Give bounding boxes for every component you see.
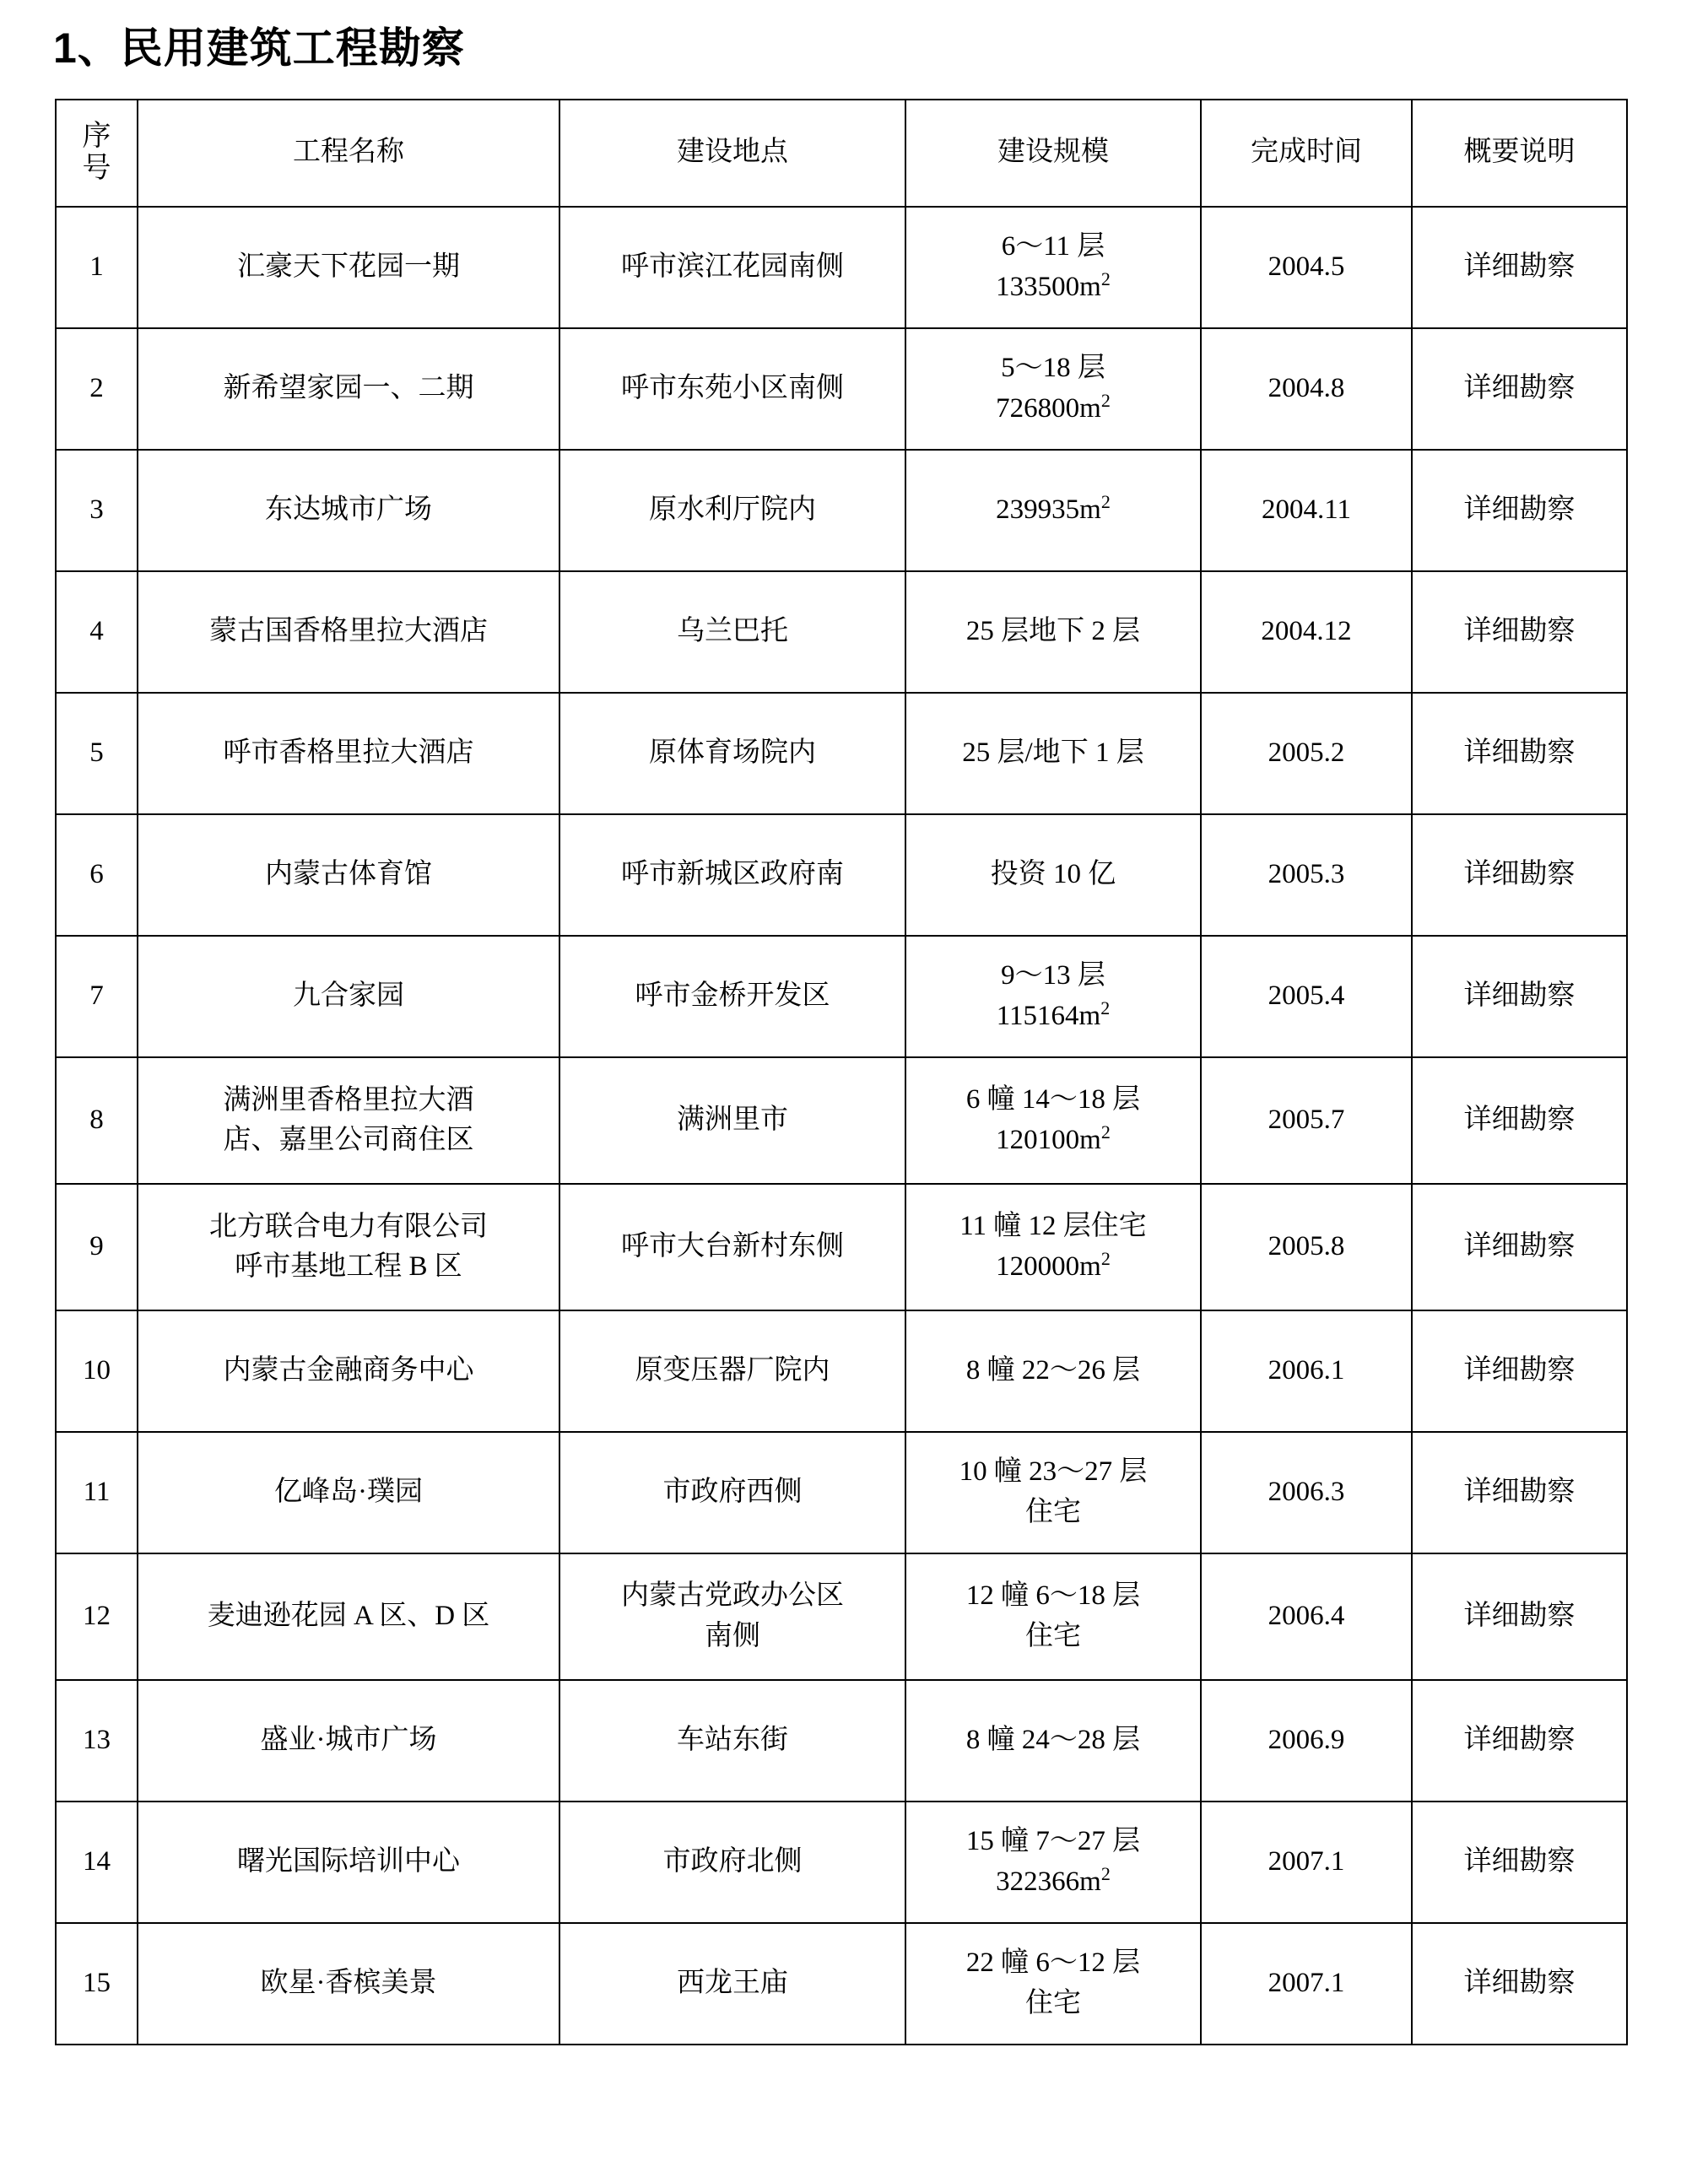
cell-completion: 2004.5 — [1201, 207, 1412, 328]
cell-scale-line1: $239935m^2$ — [996, 490, 1111, 525]
column-header-summary: 概要说明 — [1412, 100, 1627, 207]
cell-name: 新希望家园一、二期 — [138, 328, 559, 450]
cell-index: 9 — [56, 1184, 138, 1310]
table-row — [56, 1432, 1627, 1553]
table-row — [56, 1184, 1627, 1310]
cell-scale-line2: 住宅 — [1025, 1620, 1081, 1651]
table-header-row — [56, 100, 1627, 207]
table-row — [56, 814, 1627, 936]
cell-completion: 2007.1 — [1201, 1923, 1412, 2045]
cell-location-line2: 南侧 — [705, 1620, 760, 1651]
cell-name: 亿峰岛·璞园 — [138, 1432, 559, 1553]
cell-name: 蒙古国香格里拉大酒店 — [138, 571, 559, 693]
cell-completion: 2004.11 — [1201, 450, 1412, 571]
cell-name: 呼市香格里拉大酒店 — [138, 693, 559, 814]
cell-scale-line1: 11 幢 12 层住宅 — [959, 1210, 1147, 1241]
cell-index: 15 — [56, 1923, 138, 2045]
cell-scale-line2: $120000m^2$ — [996, 1247, 1111, 1282]
cell-summary: 详细勘察 — [1412, 1057, 1627, 1184]
cell-scale-line2: $133500m^2$ — [996, 267, 1111, 302]
cell-completion: 2005.4 — [1201, 936, 1412, 1057]
cell-name — [138, 1057, 559, 1184]
cell-scale — [905, 1923, 1201, 2045]
cell-scale-line2: $726800m^2$ — [996, 389, 1111, 424]
table-body — [56, 207, 1627, 2045]
cell-index: 1 — [56, 207, 138, 328]
cell-name: 九合家园 — [138, 936, 559, 1057]
cell-scale — [905, 1184, 1201, 1310]
cell-index: 2 — [56, 328, 138, 450]
table-row — [56, 207, 1627, 328]
cell-location: 原体育场院内 — [559, 693, 905, 814]
cell-completion: 2005.2 — [1201, 693, 1412, 814]
cell-location: 呼市东苑小区南侧 — [559, 328, 905, 450]
cell-summary: 详细勘察 — [1412, 936, 1627, 1057]
cell-location: 西龙王庙 — [559, 1923, 905, 2045]
column-header-location: 建设地点 — [559, 100, 905, 207]
cell-location: 市政府西侧 — [559, 1432, 905, 1553]
cell-scale: 投资 10 亿 — [905, 814, 1201, 936]
cell-completion: 2005.7 — [1201, 1057, 1412, 1184]
cell-name-line2: 呼市基地工程 B 区 — [235, 1251, 462, 1282]
cell-name: 麦迪逊花园 A 区、D 区 — [138, 1553, 559, 1680]
cell-summary: 详细勘察 — [1412, 328, 1627, 450]
cell-completion: 2006.4 — [1201, 1553, 1412, 1680]
cell-scale: 8 幢 22～26 层 — [905, 1310, 1201, 1432]
cell-scale-line1: 6 幢 14～18 层 — [965, 1083, 1141, 1115]
cell-summary: 详细勘察 — [1412, 450, 1627, 571]
table-row — [56, 1680, 1627, 1802]
cell-index: 7 — [56, 936, 138, 1057]
cell-scale-line2: $120100m^2$ — [996, 1121, 1111, 1155]
cell-summary: 详细勘察 — [1412, 1680, 1627, 1802]
table-row — [56, 328, 1627, 450]
cell-summary: 详细勘察 — [1412, 1184, 1627, 1310]
cell-scale — [905, 1553, 1201, 1680]
cell-completion: 2006.9 — [1201, 1680, 1412, 1802]
column-header-index-line1: 序 — [82, 120, 111, 152]
cell-location: 原变压器厂院内 — [559, 1310, 905, 1432]
cell-summary: 详细勘察 — [1412, 207, 1627, 328]
column-header-name: 工程名称 — [138, 100, 559, 207]
cell-scale-line1: 22 幢 6～12 层 — [965, 1947, 1141, 1978]
cell-location: 市政府北侧 — [559, 1802, 905, 1923]
cell-index: 8 — [56, 1057, 138, 1184]
cell-location — [559, 1553, 905, 1680]
cell-name-line1: 北方联合电力有限公司 — [209, 1212, 488, 1243]
cell-summary: 详细勘察 — [1412, 571, 1627, 693]
cell-summary: 详细勘察 — [1412, 814, 1627, 936]
cell-index: 3 — [56, 450, 138, 571]
cell-index: 13 — [56, 1680, 138, 1802]
table-row — [56, 1553, 1627, 1680]
cell-scale — [905, 1432, 1201, 1553]
table-row — [56, 693, 1627, 814]
cell-name-line1: 满洲里香格里拉大酒 — [223, 1085, 474, 1116]
cell-location: 原水利厅院内 — [559, 450, 905, 571]
cell-scale: 25 层/地下 1 层 — [905, 693, 1201, 814]
cell-location: 车站东街 — [559, 1680, 905, 1802]
table-row — [56, 1310, 1627, 1432]
cell-location: 呼市金桥开发区 — [559, 936, 905, 1057]
column-header-index-line2: 号 — [82, 153, 111, 184]
cell-scale-line2: $322366m^2$ — [996, 1862, 1111, 1897]
table-row — [56, 1923, 1627, 2045]
column-header-scale: 建设规模 — [905, 100, 1201, 207]
cell-scale-line2: $115164m^2$ — [996, 997, 1111, 1031]
cell-scale: 25 层地下 2 层 — [905, 571, 1201, 693]
cell-scale-line1: 5～18 层 — [1001, 352, 1105, 383]
cell-scale-line1: 12 幢 6～18 层 — [965, 1580, 1141, 1611]
cell-location-line1: 内蒙古党政办公区 — [621, 1580, 844, 1611]
cell-location: 呼市滨江花园南侧 — [559, 207, 905, 328]
cell-scale — [905, 328, 1201, 450]
cell-name: 盛业·城市广场 — [138, 1680, 559, 1802]
cell-scale-line2: 住宅 — [1025, 1987, 1081, 2018]
cell-index: 10 — [56, 1310, 138, 1432]
cell-index: 6 — [56, 814, 138, 936]
cell-scale — [905, 207, 1201, 328]
cell-scale — [905, 936, 1201, 1057]
cell-scale-line1: 6～11 层 — [1001, 230, 1105, 262]
cell-scale-line1: 9～13 层 — [1001, 959, 1105, 991]
cell-scale: 8 幢 24～28 层 — [905, 1680, 1201, 1802]
cell-scale — [905, 1057, 1201, 1184]
cell-summary: 详细勘察 — [1412, 693, 1627, 814]
cell-index: 14 — [56, 1802, 138, 1923]
cell-name: 曙光国际培训中心 — [138, 1802, 559, 1923]
cell-index: 12 — [56, 1553, 138, 1680]
cell-scale — [905, 1802, 1201, 1923]
civil-engineering-survey-table — [55, 99, 1628, 2045]
cell-summary: 详细勘察 — [1412, 1432, 1627, 1553]
cell-index: 11 — [56, 1432, 138, 1553]
page-title: 1、民用建筑工程勘察 — [53, 24, 465, 72]
cell-name — [138, 1184, 559, 1310]
cell-location: 呼市新城区政府南 — [559, 814, 905, 936]
cell-location: 满洲里市 — [559, 1057, 905, 1184]
cell-name: 内蒙古金融商务中心 — [138, 1310, 559, 1432]
cell-scale-line1: 10 幢 23～27 层 — [959, 1456, 1148, 1487]
cell-name: 欧星·香槟美景 — [138, 1923, 559, 2045]
cell-completion: 2007.1 — [1201, 1802, 1412, 1923]
cell-scale-line2: 住宅 — [1025, 1496, 1081, 1527]
cell-index: 4 — [56, 571, 138, 693]
table-row — [56, 571, 1627, 693]
cell-name: 内蒙古体育馆 — [138, 814, 559, 936]
cell-scale — [905, 450, 1201, 571]
table-header — [56, 100, 1627, 207]
cell-summary: 详细勘察 — [1412, 1802, 1627, 1923]
cell-summary: 详细勘察 — [1412, 1310, 1627, 1432]
cell-location: 乌兰巴托 — [559, 571, 905, 693]
cell-completion: 2006.3 — [1201, 1432, 1412, 1553]
cell-summary: 详细勘察 — [1412, 1923, 1627, 2045]
cell-location: 呼市大台新村东侧 — [559, 1184, 905, 1310]
cell-completion: 2004.8 — [1201, 328, 1412, 450]
table-row — [56, 450, 1627, 571]
column-header-index — [56, 100, 138, 207]
cell-completion: 2006.1 — [1201, 1310, 1412, 1432]
cell-index: 5 — [56, 693, 138, 814]
cell-completion: 2005.8 — [1201, 1184, 1412, 1310]
cell-name-line2: 店、嘉里公司商住区 — [223, 1124, 474, 1155]
cell-completion: 2005.3 — [1201, 814, 1412, 936]
table-row — [56, 936, 1627, 1057]
column-header-completion: 完成时间 — [1201, 100, 1412, 207]
cell-name: 东达城市广场 — [138, 450, 559, 571]
table-row — [56, 1802, 1627, 1923]
cell-name: 汇豪天下花园一期 — [138, 207, 559, 328]
table-row — [56, 1057, 1627, 1184]
cell-completion: 2004.12 — [1201, 571, 1412, 693]
cell-summary: 详细勘察 — [1412, 1553, 1627, 1680]
cell-scale-line1: 15 幢 7～27 层 — [965, 1825, 1141, 1856]
